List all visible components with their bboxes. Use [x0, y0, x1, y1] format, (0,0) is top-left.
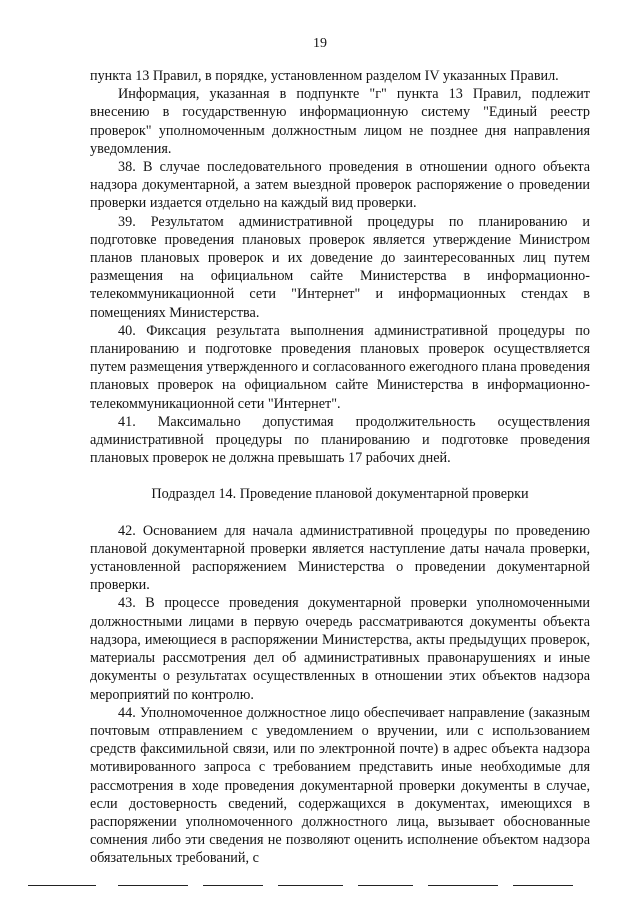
- paragraph-39: 39. Результатом административной процедуры по планированию и подготовке проведения плановых проверок является утверждение Министром планов плановых проверок и их доведение до заинтересованных лиц путем размещения на официальном сайте Министерства в информационно-телекоммуникационной сети "Интернет" и информационных стендах в помещениях Министерства.: [90, 213, 590, 321]
- paragraph-42: 42. Основанием для начала административной процедуры по проведению плановой документарной проверки является наступление даты начала проверки, установленной распоряжением Министерства о проведении документарной проверки.: [90, 522, 590, 594]
- paragraph-43: 43. В процессе проведения документарной проверки уполномоченными должностными лицами в первую очередь рассматриваются документы объекта надзора, имеющиеся в распоряжении Министерства, акты предыдущих проверок, материалы рассмотрения дел об административных правонарушениях и иные документы о результатах осуществленных в отношении этих объектов надзора мероприятий по контролю.: [90, 595, 590, 703]
- subsection-heading: Подраздел 14. Проведение плановой документарной проверки: [151, 486, 529, 503]
- page-number: 19: [313, 36, 327, 51]
- paragraph-information: Информация, указанная в подпункте "г" пункта 13 Правил, подлежит внесению в государственную информационную систему "Единый реестр проверок" уполномоченным должностным лицом не позднее дня направления уведомления.: [90, 86, 590, 157]
- footer-rule: [28, 885, 608, 888]
- paragraph-continuation: пункта 13 Правил, в порядке, установленном разделом IV указанных Правил.: [90, 68, 559, 84]
- paragraph-40: 40. Фиксация результата выполнения административной процедуры по планированию и подготовке проведения плановых проверок осуществляется путем размещения утвержденного и согласованного ежегодного плана проведения плановых проверок на официальном сайте Министерства в информационно-телекоммуникационной сети "Интернет".: [90, 322, 590, 412]
- paragraph-44: 44. Уполномоченное должностное лицо обеспечивает направление (заказным почтовым отправлением с уведомлением о вручении, или с использованием средств факсимильной связи, или по электронной почте) в адрес объекта надзора мотивированного запроса с требованием представить иные необходимые для рассмотрения в ходе проведения документарной проверки документы в случае, если достоверность сведений, содержащихся в документах, имеющихся в распоряжении уполномоченного должностного лица, вызывает обоснованные сомнения либо эти сведения не позволяют оценить исполнение объектом надзора обязательных требований, с: [90, 704, 590, 867]
- paragraph-41: 41. Максимально допустимая продолжительность осуществления административной процедуры по планированию и подготовке проведения плановых проверок не должна превышать 17 рабочих дней.: [90, 413, 590, 467]
- paragraph-38: 38. В случае последовательного проведения в отношении одного объекта надзора документарной, а затем выездной проверок распоряжение о проведении проверки издается отдельно на каждый вид проверки.: [90, 159, 590, 212]
- document-body: [90, 67, 590, 868]
